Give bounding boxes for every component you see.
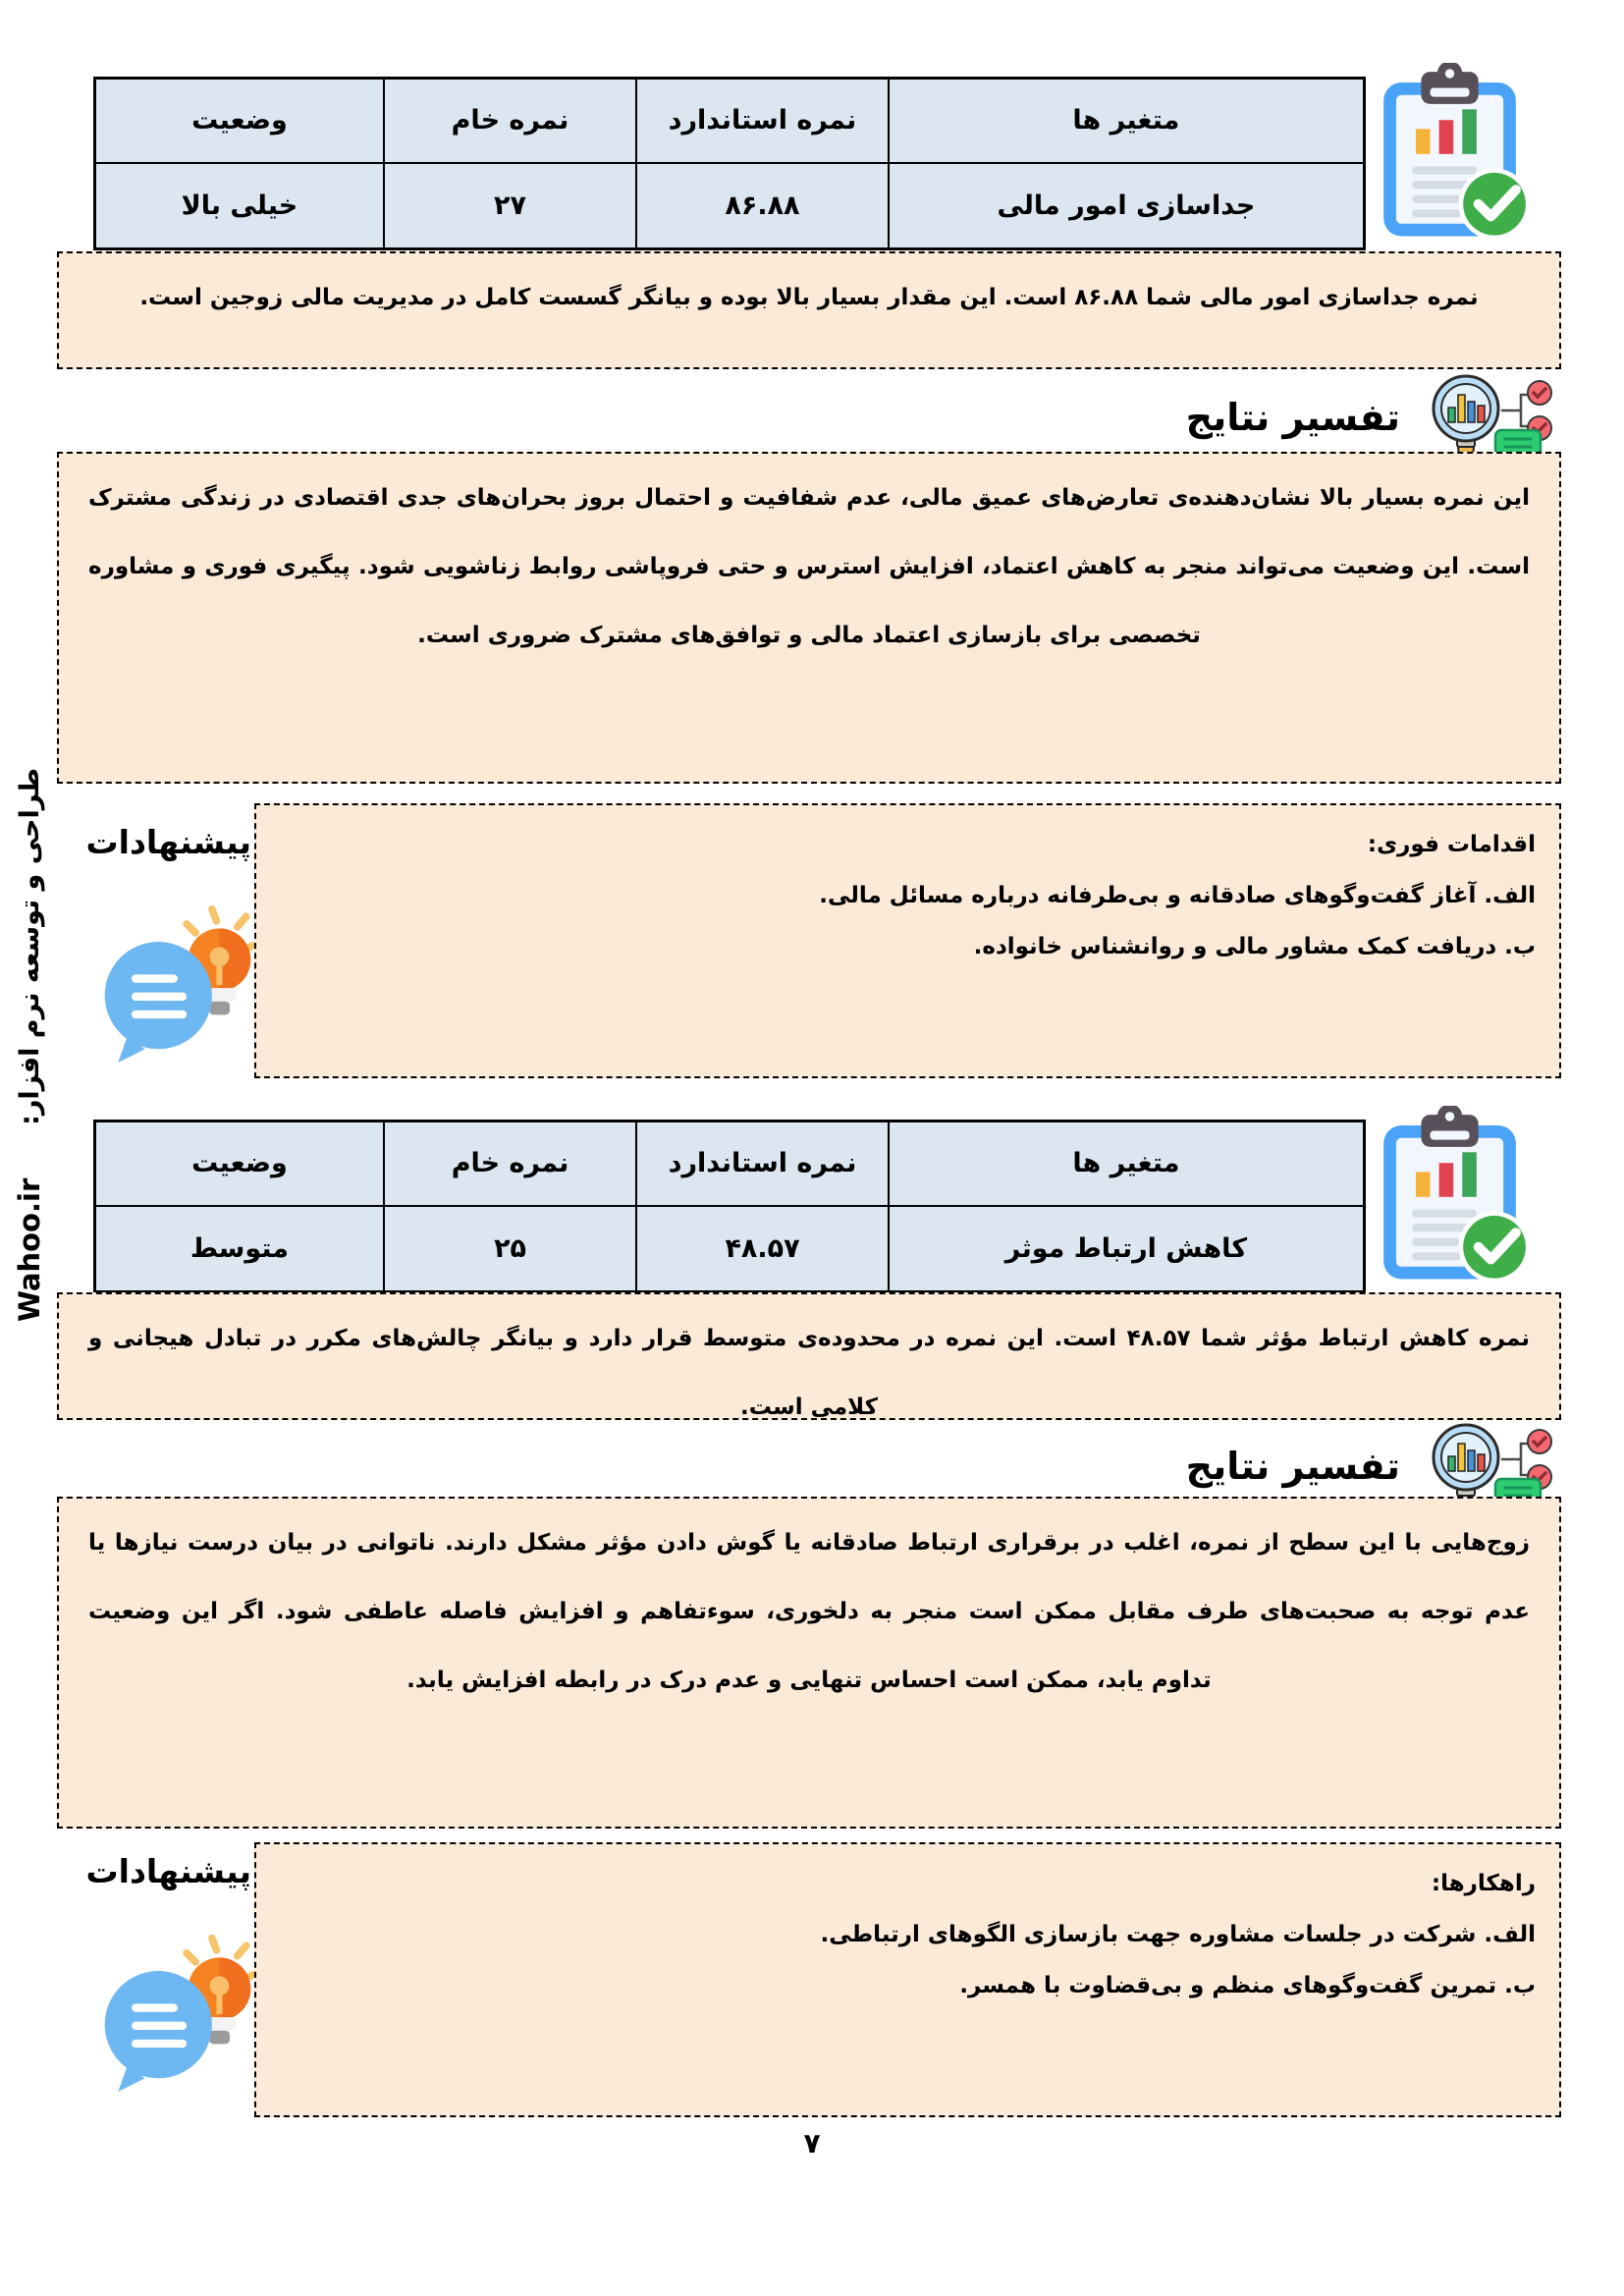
cell-raw-score: ۲۵ [384, 1206, 636, 1292]
cell-status: متوسط [95, 1206, 384, 1292]
suggestions-label-2: پیشنهادات [85, 1852, 251, 1890]
interpretation-box-1 [57, 452, 1561, 784]
table-data-row [95, 163, 1365, 249]
sidebar-brand: Wahoo.ir [13, 1177, 46, 1322]
suggestions-heading: اقدامات فوری: [1367, 832, 1536, 857]
page-number: ۷ [803, 2127, 821, 2159]
col-header-status: وضعیت [95, 79, 384, 163]
suggestions-box-1 [254, 803, 1561, 1078]
summary-text: نمره کاهش ارتباط مؤثر شما ۴۸.۵۷ است. این نمره در محدوده‌ی متوسط قرار دارد و بیانگر چالش‌های مکرر در تبادل هیجانی و کلامی است. [88, 1326, 1530, 1420]
table-data-row [95, 1206, 1365, 1292]
speech-bubble-lightbulb-icon [88, 900, 267, 1065]
cell-raw-score: ۲۷ [384, 163, 636, 249]
col-header-standard-score: نمره استاندارد [636, 79, 889, 163]
cell-standard-score: ۴۸.۵۷ [636, 1206, 889, 1292]
interpretation-title: تفسیر نتایج [1185, 396, 1400, 439]
interpretation-text: زوج‌هایی با این سطح از نمره، اغلب در برقراری ارتباط صادقانه یا گوش دادن مؤثر مشکل دارند. ناتوانی در بیان درست نیازها یا عدم توجه به صحبت‌های طرف مقابل ممکن است منجر به دلخوری، سوءتفاهم و افزایش فاصله عاطفی شود. اگر این وضعیت تداوم یابد، ممکن است احساس تنهایی و عدم درک در رابطه افزایش یابد. [88, 1530, 1530, 1693]
table-header-row [95, 79, 1365, 163]
cell-variable: کاهش ارتباط موثر [889, 1206, 1365, 1292]
score-table-2 [93, 1120, 1366, 1293]
interpretation-title: تفسیر نتایج [1185, 1445, 1400, 1488]
summary-box-2 [57, 1292, 1561, 1420]
cell-variable: جداسازی امور مالی [889, 163, 1365, 249]
cell-status: خیلی بالا [95, 163, 384, 249]
col-header-variables: متغیر ها [889, 1121, 1365, 1206]
summary-text: نمره جداسازی امور مالی شما ۸۶.۸۸ است. این مقدار بسیار بالا بوده و بیانگر گسست کامل در مدیریت مالی زوجین است. [139, 285, 1479, 310]
col-header-raw-score: نمره خام [384, 1121, 636, 1206]
summary-box-1 [57, 251, 1561, 369]
suggestion-item: الف. آغاز گفت‌وگوهای صادقانه و بی‌طرفانه درباره مسائل مالی. [819, 883, 1536, 908]
col-header-status: وضعیت [95, 1121, 384, 1206]
sidebar-credit-line [2, 768, 57, 1322]
suggestion-item: ب. دریافت کمک مشاور مالی و روانشناس خانواده. [973, 934, 1536, 959]
cell-standard-score: ۸۶.۸۸ [636, 163, 889, 249]
interpretation-text: این نمره بسیار بالا نشان‌دهنده‌ی تعارض‌های عمیق مالی، عدم شفافیت و احتمال بروز بحران‌های جدی اقتصادی در زندگی مشترک است. این وضعیت می‌تواند منجر به کاهش اعتماد، افزایش استرس و حتی فروپاشی روابط زناشویی شود. پیگیری فوری و مشاوره تخصصی برای بازسازی اعتماد مالی و توافق‌های مشترک ضروری است. [88, 485, 1530, 648]
interpretation-box-2 [57, 1497, 1561, 1829]
suggestions-box-2 [254, 1842, 1561, 2117]
col-header-standard-score: نمره استاندارد [636, 1121, 889, 1206]
clipboard-chart-check-icon [1373, 63, 1538, 242]
col-header-variables: متغیر ها [889, 79, 1365, 163]
speech-bubble-lightbulb-icon [88, 1929, 267, 2094]
table-header-row [95, 1121, 1365, 1206]
suggestions-heading: راهکارها: [1431, 1871, 1536, 1896]
clipboard-chart-check-icon [1373, 1106, 1538, 1285]
suggestions-label-1: پیشنهادات [85, 823, 251, 861]
suggestion-item: الف. شرکت در جلسات مشاوره جهت بازسازی الگوهای ارتباطی. [820, 1922, 1536, 1947]
col-header-raw-score: نمره خام [384, 79, 636, 163]
suggestion-item: ب. تمرین گفت‌وگوهای منظم و بی‌قضاوت با همسر. [959, 1973, 1536, 1998]
score-table-1 [93, 77, 1366, 250]
sidebar-credit: طراحی و توسعه نرم افزار: [14, 768, 45, 1125]
